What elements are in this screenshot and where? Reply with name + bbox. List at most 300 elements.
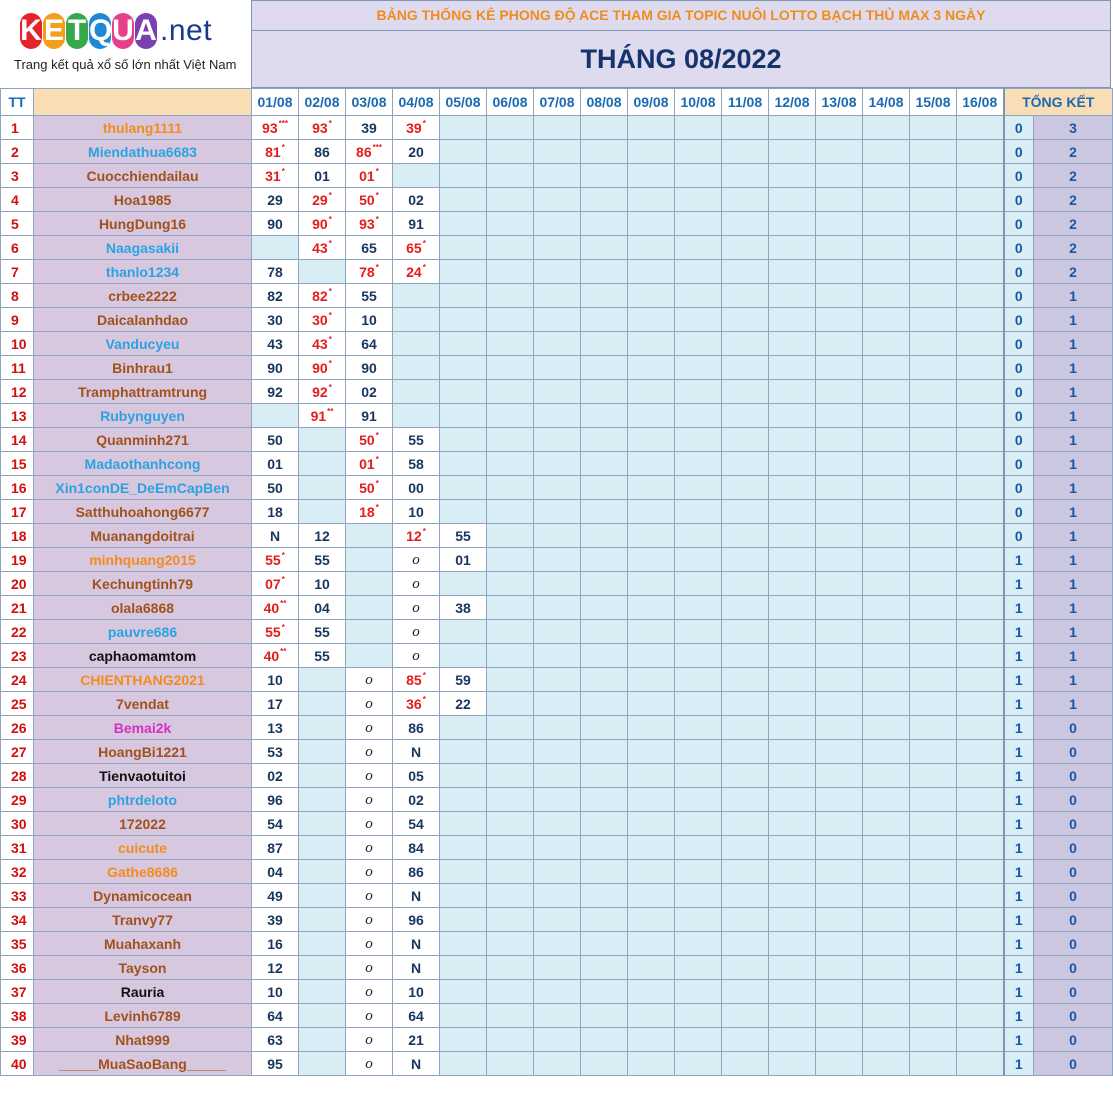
lotto-number: 55: [314, 551, 330, 568]
total-count-a: 0: [1004, 236, 1034, 260]
empty-cell: [581, 932, 628, 956]
day-cell: [346, 188, 393, 212]
day-cell: [252, 308, 299, 332]
empty-cell: [910, 308, 957, 332]
empty-cell: [581, 740, 628, 764]
row-number: 38: [1, 1004, 34, 1028]
member-name[interactable]: Tranvy77: [34, 908, 252, 932]
empty-cell: [910, 236, 957, 260]
empty-cell: [722, 764, 769, 788]
day-cell: [252, 380, 299, 404]
total-count-a: 1: [1004, 884, 1034, 908]
member-name[interactable]: caphaomamtom: [34, 644, 252, 668]
member-name[interactable]: Quanminh271: [34, 428, 252, 452]
empty-cell: [769, 284, 816, 308]
member-name[interactable]: Vanducyeu: [34, 332, 252, 356]
empty-cell: [581, 956, 628, 980]
member-name[interactable]: Tayson: [34, 956, 252, 980]
lotto-number: 04: [267, 863, 283, 880]
empty-cell: [534, 716, 581, 740]
empty-cell: [534, 884, 581, 908]
empty-cell: [863, 980, 910, 1004]
empty-cell: [675, 188, 722, 212]
hit-star: *: [375, 215, 379, 224]
empty-cell: [816, 956, 863, 980]
empty-cell: [675, 668, 722, 692]
lotto-number: N: [410, 959, 422, 976]
day-cell: [252, 620, 299, 644]
miss-mark: o: [365, 1007, 373, 1024]
empty-cell: [769, 1052, 816, 1076]
miss-mark: o: [365, 839, 373, 856]
member-name[interactable]: minhquang2015: [34, 548, 252, 572]
lotto-number: 07: [265, 576, 281, 592]
day-cell: [252, 980, 299, 1004]
empty-cell: [487, 116, 534, 140]
member-name[interactable]: pauvre686: [34, 620, 252, 644]
row-number: 39: [1, 1028, 34, 1052]
empty-cell: [581, 500, 628, 524]
empty-cell: [769, 308, 816, 332]
empty-cell: [816, 1004, 863, 1028]
empty-cell: [816, 524, 863, 548]
empty-cell: [628, 380, 675, 404]
empty-cell: [487, 764, 534, 788]
empty-cell: [581, 764, 628, 788]
day-header: 10/08: [675, 89, 722, 116]
empty-cell: [675, 716, 722, 740]
member-name[interactable]: Rauria: [34, 980, 252, 1004]
member-name[interactable]: Daicalanhdao: [34, 308, 252, 332]
empty-cell: [581, 668, 628, 692]
empty-cell: [534, 812, 581, 836]
miss-mark: o: [365, 791, 373, 808]
empty-cell: [722, 668, 769, 692]
member-name[interactable]: Cuocchiendailau: [34, 164, 252, 188]
empty-cell: [252, 236, 299, 260]
empty-cell: [722, 500, 769, 524]
empty-cell: [487, 1004, 534, 1028]
total-count-a: 0: [1004, 140, 1034, 164]
total-count-b: 0: [1034, 860, 1113, 884]
total-count-b: 0: [1034, 764, 1113, 788]
member-name[interactable]: Levinh6789: [34, 1004, 252, 1028]
total-count-b: 2: [1034, 188, 1113, 212]
empty-cell: [581, 788, 628, 812]
empty-cell: [534, 956, 581, 980]
total-count-b: 0: [1034, 1052, 1113, 1076]
total-count-a: 1: [1004, 740, 1034, 764]
row-number: 18: [1, 524, 34, 548]
lotto-number: 10: [408, 503, 424, 520]
day-cell: [393, 572, 440, 596]
lotto-number: 64: [408, 1007, 424, 1024]
day-cell: [252, 1004, 299, 1028]
lotto-number: 20: [408, 143, 424, 160]
member-name[interactable]: Binhrau1: [34, 356, 252, 380]
day-cell: [252, 1052, 299, 1076]
empty-cell: [299, 500, 346, 524]
lotto-number: 12: [314, 527, 330, 544]
empty-cell: [816, 500, 863, 524]
row-number: 11: [1, 356, 34, 380]
empty-cell: [816, 812, 863, 836]
empty-cell: [769, 908, 816, 932]
member-name[interactable]: HoangBi1221: [34, 740, 252, 764]
hit-star: *: [281, 167, 285, 176]
hit-star: *: [328, 311, 332, 320]
day-cell: [252, 668, 299, 692]
empty-cell: [628, 188, 675, 212]
total-count-b: 1: [1034, 668, 1113, 692]
empty-cell: [628, 692, 675, 716]
total-count-b: 0: [1034, 812, 1113, 836]
empty-cell: [816, 308, 863, 332]
lotto-number: N: [410, 743, 422, 760]
empty-cell: [581, 284, 628, 308]
empty-cell: [722, 140, 769, 164]
empty-cell: [957, 908, 1004, 932]
hit-star: *: [422, 239, 426, 248]
empty-cell: [440, 812, 487, 836]
empty-cell: [581, 596, 628, 620]
lotto-number: 01: [267, 455, 283, 472]
empty-cell: [628, 812, 675, 836]
day-cell: [346, 1052, 393, 1076]
empty-cell: [769, 380, 816, 404]
day-cell: [252, 260, 299, 284]
empty-cell: [910, 140, 957, 164]
empty-cell: [299, 1028, 346, 1052]
lotto-number: 05: [408, 767, 424, 784]
lotto-number: N: [269, 527, 281, 544]
member-name[interactable]: Xin1conDE_DeEmCapBen: [34, 476, 252, 500]
empty-cell: [534, 788, 581, 812]
empty-cell: [675, 788, 722, 812]
day-cell: [252, 1028, 299, 1052]
total-count-b: 1: [1034, 596, 1113, 620]
empty-cell: [769, 332, 816, 356]
empty-cell: [910, 596, 957, 620]
empty-cell: [440, 140, 487, 164]
lotto-number: 18: [359, 504, 375, 520]
total-count-a: 1: [1004, 620, 1034, 644]
empty-cell: [722, 620, 769, 644]
total-count-a: 1: [1004, 788, 1034, 812]
lotto-number: 64: [267, 1007, 283, 1024]
row-number: 19: [1, 548, 34, 572]
day-cell: [346, 164, 393, 188]
lotto-number: 63: [267, 1031, 283, 1048]
empty-cell: [487, 284, 534, 308]
day-cell: [346, 668, 393, 692]
row-number: 15: [1, 452, 34, 476]
member-name[interactable]: Satthuhoahong6677: [34, 500, 252, 524]
empty-cell: [675, 1052, 722, 1076]
member-name[interactable]: HungDung16: [34, 212, 252, 236]
empty-cell: [487, 716, 534, 740]
empty-cell: [299, 668, 346, 692]
lotto-number: 10: [361, 311, 377, 328]
member-name[interactable]: Gathe8686: [34, 860, 252, 884]
lotto-number: 86: [356, 144, 372, 160]
table-row: [1, 1052, 1113, 1076]
empty-cell: [581, 116, 628, 140]
row-number: 16: [1, 476, 34, 500]
lotto-number: 82: [267, 287, 283, 304]
empty-cell: [581, 428, 628, 452]
member-name[interactable]: _____MuaSaoBang_____: [34, 1052, 252, 1076]
empty-cell: [299, 812, 346, 836]
member-name[interactable]: 7vendat: [34, 692, 252, 716]
empty-cell: [957, 716, 1004, 740]
member-name[interactable]: CHIENTHANG2021: [34, 668, 252, 692]
day-header: 16/08: [957, 89, 1004, 116]
empty-cell: [769, 956, 816, 980]
empty-cell: [628, 428, 675, 452]
lotto-number: 02: [408, 791, 424, 808]
empty-cell: [722, 716, 769, 740]
day-cell: [299, 572, 346, 596]
day-cell: [252, 428, 299, 452]
member-name[interactable]: thulang1111: [34, 116, 252, 140]
empty-cell: [487, 644, 534, 668]
member-name[interactable]: phtrdeloto: [34, 788, 252, 812]
empty-cell: [722, 212, 769, 236]
table-row: [1, 164, 1113, 188]
table-row: [1, 764, 1113, 788]
empty-cell: [534, 524, 581, 548]
day-cell: [252, 164, 299, 188]
site-logo[interactable]: [0, 0, 251, 88]
total-count-a: 1: [1004, 716, 1034, 740]
empty-cell: [440, 452, 487, 476]
miss-mark: o: [412, 599, 420, 616]
day-cell: [252, 188, 299, 212]
empty-cell: [487, 548, 534, 572]
empty-cell: [487, 380, 534, 404]
lotto-number: 85: [406, 672, 422, 688]
total-count-b: 1: [1034, 404, 1113, 428]
member-name[interactable]: thanlo1234: [34, 260, 252, 284]
empty-cell: [675, 164, 722, 188]
empty-cell: [440, 764, 487, 788]
member-name[interactable]: olala6868: [34, 596, 252, 620]
total-count-a: 0: [1004, 116, 1034, 140]
empty-cell: [534, 236, 581, 260]
row-number: 2: [1, 140, 34, 164]
lotto-number: 55: [314, 647, 330, 664]
lotto-number: 65: [406, 240, 422, 256]
empty-cell: [675, 620, 722, 644]
empty-cell: [863, 452, 910, 476]
empty-cell: [769, 812, 816, 836]
hit-star: *: [375, 431, 379, 440]
empty-cell: [816, 1052, 863, 1076]
day-cell: [299, 524, 346, 548]
empty-cell: [628, 332, 675, 356]
empty-cell: [581, 1028, 628, 1052]
empty-cell: [816, 380, 863, 404]
empty-cell: [722, 644, 769, 668]
empty-cell: [722, 1052, 769, 1076]
total-count-b: 1: [1034, 644, 1113, 668]
empty-cell: [957, 332, 1004, 356]
empty-cell: [722, 956, 769, 980]
empty-cell: [816, 836, 863, 860]
member-name[interactable]: Muahaxanh: [34, 932, 252, 956]
lotto-number: 84: [408, 839, 424, 856]
member-name[interactable]: Naagasakii: [34, 236, 252, 260]
empty-cell: [722, 164, 769, 188]
empty-cell: [675, 980, 722, 1004]
table-row: [1, 932, 1113, 956]
member-name[interactable]: Kechungtinh79: [34, 572, 252, 596]
empty-cell: [487, 188, 534, 212]
empty-cell: [863, 404, 910, 428]
tt-header: TT: [1, 89, 34, 116]
empty-cell: [769, 764, 816, 788]
lotto-number: 54: [267, 815, 283, 832]
lotto-number: 90: [312, 216, 328, 232]
empty-cell: [534, 1004, 581, 1028]
empty-cell: [863, 620, 910, 644]
empty-cell: [863, 740, 910, 764]
total-count-a: 1: [1004, 548, 1034, 572]
member-name[interactable]: Bemai2k: [34, 716, 252, 740]
empty-cell: [346, 548, 393, 572]
empty-cell: [440, 1004, 487, 1028]
lotto-number: 10: [267, 983, 283, 1000]
empty-cell: [487, 356, 534, 380]
member-name[interactable]: Tienvaotuitoi: [34, 764, 252, 788]
empty-cell: [628, 212, 675, 236]
lotto-number: 49: [267, 887, 283, 904]
empty-cell: [487, 932, 534, 956]
row-number: 28: [1, 764, 34, 788]
empty-cell: [769, 260, 816, 284]
total-count-a: 1: [1004, 1004, 1034, 1028]
lotto-number: 55: [455, 527, 471, 544]
member-name[interactable]: Muanangdoitrai: [34, 524, 252, 548]
day-cell: [393, 524, 440, 548]
hit-star: *: [375, 191, 379, 200]
empty-cell: [722, 836, 769, 860]
member-name[interactable]: Dynamicocean: [34, 884, 252, 908]
empty-cell: [628, 308, 675, 332]
lotto-number: 86: [408, 863, 424, 880]
empty-cell: [910, 740, 957, 764]
empty-cell: [957, 188, 1004, 212]
member-name[interactable]: Madaothanhcong: [34, 452, 252, 476]
empty-cell: [487, 572, 534, 596]
day-cell: [346, 740, 393, 764]
empty-cell: [534, 500, 581, 524]
empty-cell: [863, 524, 910, 548]
day-cell: [252, 764, 299, 788]
table-row: [1, 980, 1113, 1004]
lotto-number: 10: [314, 575, 330, 592]
member-name[interactable]: Tramphattramtrung: [34, 380, 252, 404]
empty-cell: [863, 1028, 910, 1052]
empty-cell: [910, 932, 957, 956]
total-count-b: 1: [1034, 692, 1113, 716]
hit-star: *: [328, 383, 332, 392]
empty-cell: [675, 260, 722, 284]
empty-cell: [910, 404, 957, 428]
empty-cell: [675, 836, 722, 860]
empty-cell: [863, 908, 910, 932]
member-name[interactable]: cuicute: [34, 836, 252, 860]
lotto-number: 92: [267, 383, 283, 400]
hit-star: *: [281, 143, 285, 152]
empty-cell: [440, 404, 487, 428]
member-name[interactable]: Rubynguyen: [34, 404, 252, 428]
lotto-number: 43: [312, 240, 328, 256]
empty-cell: [769, 164, 816, 188]
total-count-a: 0: [1004, 380, 1034, 404]
row-number: 1: [1, 116, 34, 140]
empty-cell: [769, 884, 816, 908]
empty-cell: [675, 308, 722, 332]
miss-mark: o: [365, 719, 373, 736]
member-name[interactable]: Miendathua6683: [34, 140, 252, 164]
member-name[interactable]: 172022: [34, 812, 252, 836]
miss-mark: o: [365, 887, 373, 904]
empty-cell: [675, 380, 722, 404]
row-number: 10: [1, 332, 34, 356]
lotto-number: 24: [406, 264, 422, 280]
member-name[interactable]: crbee2222: [34, 284, 252, 308]
miss-mark: o: [365, 959, 373, 976]
table-row: [1, 740, 1113, 764]
empty-cell: [957, 836, 1004, 860]
empty-cell: [581, 452, 628, 476]
lotto-number: 81: [265, 144, 281, 160]
day-cell: [393, 860, 440, 884]
empty-cell: [957, 500, 1004, 524]
empty-cell: [440, 212, 487, 236]
empty-cell: [628, 236, 675, 260]
day-cell: [393, 1004, 440, 1028]
total-count-a: 1: [1004, 980, 1034, 1004]
empty-cell: [675, 596, 722, 620]
lotto-number: 12: [267, 959, 283, 976]
empty-cell: [675, 740, 722, 764]
member-name[interactable]: Hoa1985: [34, 188, 252, 212]
empty-cell: [534, 260, 581, 284]
miss-mark: o: [365, 911, 373, 928]
empty-cell: [816, 476, 863, 500]
empty-cell: [863, 476, 910, 500]
empty-cell: [816, 284, 863, 308]
empty-cell: [675, 692, 722, 716]
row-number: 12: [1, 380, 34, 404]
day-cell: [252, 332, 299, 356]
empty-cell: [581, 260, 628, 284]
lotto-number: 90: [361, 359, 377, 376]
empty-cell: [957, 932, 1004, 956]
empty-cell: [816, 596, 863, 620]
day-header: 01/08: [252, 89, 299, 116]
empty-cell: [957, 644, 1004, 668]
total-count-b: 0: [1034, 836, 1113, 860]
total-count-a: 1: [1004, 860, 1034, 884]
member-name[interactable]: Nhat999: [34, 1028, 252, 1052]
lotto-number: 31: [265, 168, 281, 184]
empty-cell: [816, 764, 863, 788]
lotto-number: 30: [267, 311, 283, 328]
